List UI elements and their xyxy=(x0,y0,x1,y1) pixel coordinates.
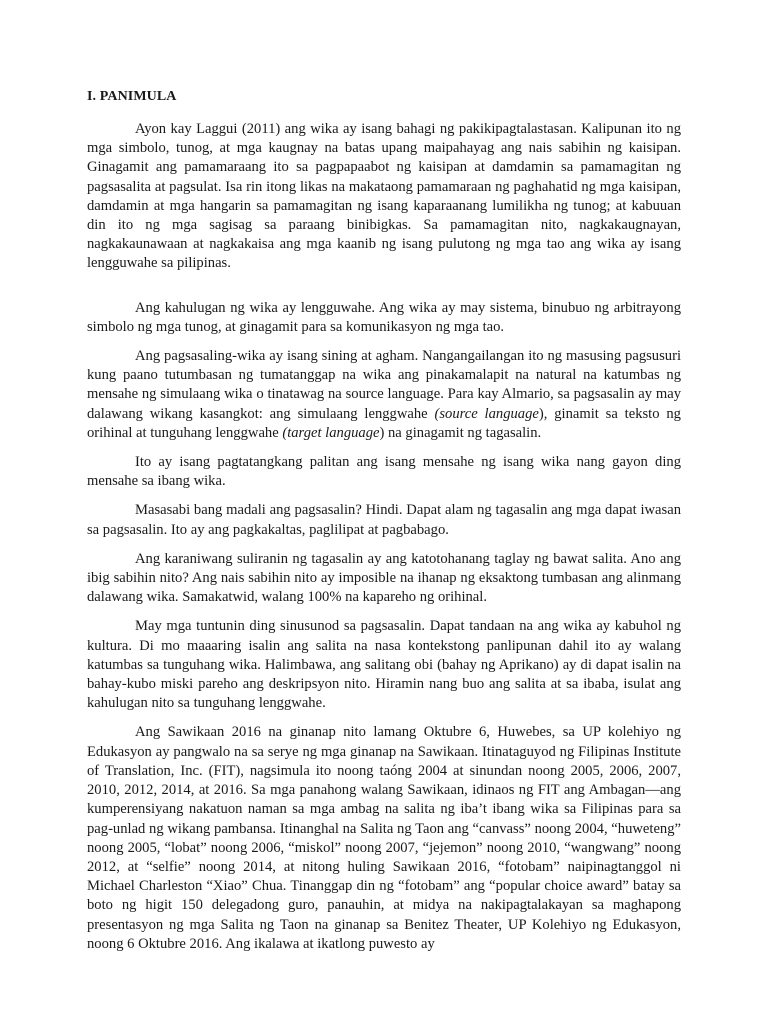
paragraph-pagtatangka: Ito ay isang pagtatangkang palitan ang isang mensahe ng isang wika nang gayon ding mensahe sa ibang wika. xyxy=(87,454,681,490)
section-heading: I. PANIMULA xyxy=(87,89,177,104)
paragraph-kahulugan-ng-wika: Ang kahulugan ng wika ay lengguwahe. Ang wika ay may sistema, binubuo ng arbitrayong simbolo ng mga tunog, at ginagamit para sa komunikasyon ng mga tao. xyxy=(87,299,681,335)
paragraph-madali-ang-pagsasalin: Masasabi bang madali ang pagsasalin? Hindi. Dapat alam ng tagasalin ang mga dapat iwasan sa pagsasalin. Ito ay ang pagkakaltas, paglilipat at pagbabago. xyxy=(87,502,681,538)
document-body xyxy=(87,88,681,954)
paragraph-suliranin: Ang karaniwang suliranin ng tagasalin ay ang katotohanang taglay ng bawat salita. Ano ang ibig sabihin nito? Ang nais sabihin nito ay imposible na ihanap ng eksaktong tumbasan ang alinmang dalawang wika. Samakatwid, walang 100% na kapareho ng orihinal. xyxy=(87,550,681,606)
paragraph-tuntunin: May mga tuntunin ding sinusunod sa pagsasalin. Dapat tandaan na ang wika ay kabuhol ng kultura. Di mo maaaring isalin ang salita na nasa kontekstong panlipunan dahil ito ay walang katumbas sa tunguhang wika. Halimbawa, ang salitang obi (bahay ng Aprikano) ay di dapat isalin na bahay-kubo miski pareho ang deskripsyon nito. Hiramin nang buo ang salita at sa ibaba, isulat ang kahulugan nito sa tunguhang lenggwahe. xyxy=(87,618,681,712)
paragraph-intro-laggui: Ayon kay Laggui (2011) ang wika ay isang bahagi ng pakikipagtalastasan. Kalipunan ito ng mga simbolo, tunog, at mga kaugnay na batas upang maipahayag ang nais sabihin ng kaisipan. Ginagamit ang pamamaraang ito sa pagpapaabot ng kaisipan at damdamin sa pamamagitan ng pagsasalita at pagsulat. Isa rin itong likas na makataong pamamaraan ng paghahatid ng mga kaisipan, damdamin at mga hangarin sa pamamagitan ng isang kaparaanang lumilikha ng tunog; at kabuuan din ito ng mga sagisag sa paraang binibigkas. Sa pamamagitan nito, nagkakaugnayan, nagkakaunawaan at nagkakaisa ang mga kaanib ng isang pulutong ng mga tao ang wika ay isang lengguwahe sa pilipinas. xyxy=(87,121,681,272)
paragraph-text-segment: ), ginamit sa teksto ng orihinal at tunguhang lenggwahe xyxy=(87,405,681,441)
paragraph-text-segment: Ang pagsasaling-wika ay isang sining at agham. Nangangailangan ito ng masusing pagsusuri kung paano tutumbasan ng tumatanggap na wika ang pinakamalapit na natural na katumbas ng mensahe ng simulaang wika o tinatawag na source language. Para kay Almario, sa pagsasalin ay may dalawang wikang kasangkot: ang simulaang lenggwahe xyxy=(87,348,681,422)
italic-term-source-language: (source language xyxy=(434,405,539,422)
paragraph-pagsasaling-wika xyxy=(87,347,681,443)
paragraph-sawikaan-2016: Ang Sawikaan 2016 na ginanap nito lamang Oktubre 6, Huwebes, sa UP kolehiyo ng Edukasyon ay pangwalo na sa serye ng mga ginanap na Sawikaan. Itinataguyod ng Filipinas Institute of Translation, Inc. (FIT), nagsimula ito noong taóng 2004 at sinundan noong 2005, 2006, 2007, 2010, 2012, 2014, at 2016. Sa mga panahong walang Sawikaan, idinaos ng FIT ang Ambagan—ang kumperensiyang nakatuon naman sa mga ambag na salita ng iba’t ibang wika sa Filipinas para sa pag-unlad ng wikang pambansa. Itinanghal na Salita ng Taon ang “canvass” noong 2004, “huweteng” noong 2005, “lobat” noong 2006, “miskol” noong 2007, “jejemon” noong 2010, “wangwang” noong 2012, at “selfie” noong 2014, at nitong huling Sawikaan 2016, “fotobam” naipinagtanggol ni Michael Charleston “Xiao” Chua. Tinanggap din ng “fotobam” ang “popular choice award” batay sa boto ng higit 150 delegadong guro, panauhin, at midya na nakipagtalakayan sa maghapong presentasyon ng mga Salita ng Taon na ginanap sa Benitez Theater, UP Kolehiyo ng Edukasyon, noong 6 Oktubre 2016. Ang ikalawa at ikatlong puwesto ay xyxy=(87,724,681,952)
paragraph-text-segment: ) na ginagamit ng tagasalin. xyxy=(379,424,542,441)
italic-term-target-language: (target language xyxy=(282,424,380,441)
